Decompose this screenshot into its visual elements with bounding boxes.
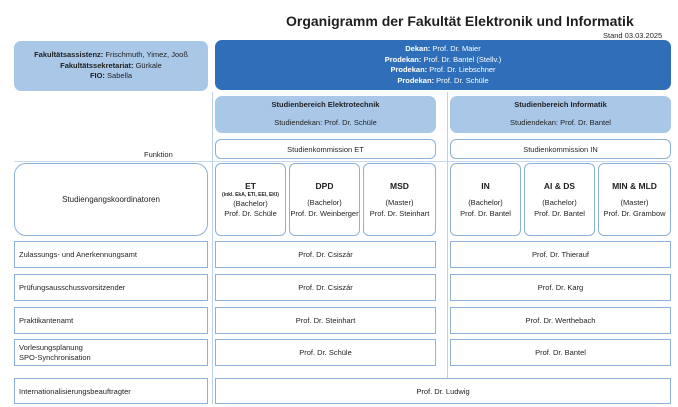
- function-row-in-cell: Prof. Dr. Karg: [450, 274, 671, 301]
- area-in-box: [450, 96, 671, 133]
- coordinators-label: Studiengangskoordinatoren: [62, 195, 160, 204]
- area-in-name: Studienbereich Informatik: [514, 100, 607, 109]
- commission-in-label: Studienkommission IN: [523, 144, 598, 154]
- function-row-in-cell: Prof. Dr. Bantel: [450, 339, 671, 366]
- dean-line: Prodekan: Prof. Dr. Schüle: [397, 75, 489, 85]
- function-row-label: Zulassungs- und Anerkennungsamt: [14, 241, 208, 268]
- staff-box: [14, 41, 208, 91]
- international-value-cell: Prof. Dr. Ludwig: [215, 378, 671, 404]
- program-coordinator: Prof. Dr. Grambow: [603, 208, 666, 218]
- function-row-label: Prüfungsausschussvorsitzender: [14, 274, 208, 301]
- program-degree: (Bachelor): [468, 198, 503, 207]
- program-box-et: [215, 163, 286, 236]
- program-box-dpd: [289, 163, 360, 236]
- function-row-label: Vorlesungsplanung SPO-Synchronisation: [14, 339, 208, 366]
- program-box-msd: [363, 163, 436, 236]
- program-coordinator: Prof. Dr. Bantel: [534, 208, 585, 218]
- page-title: Organigramm der Fakultät Elektronik und Informatik: [286, 13, 634, 29]
- commission-et-label: Studienkommission ET: [287, 144, 364, 154]
- function-row-label: Praktikantenamt: [14, 307, 208, 334]
- program-coordinator: Prof. Dr. Schüle: [224, 209, 277, 218]
- dean-line: Prodekan: Prof. Dr. Bantel (Stellv.): [384, 54, 502, 64]
- divider-in: [447, 92, 448, 404]
- area-et-name: Studienbereich Elektrotechnik: [271, 100, 380, 109]
- program-degree: (Bachelor): [542, 198, 577, 207]
- function-row-in-cell: Prof. Dr. Werthebach: [450, 307, 671, 334]
- dean-box: [215, 40, 671, 90]
- area-in-dean: Studiendekan: Prof. Dr. Bantel: [510, 118, 611, 127]
- program-box-min-mld: [598, 163, 671, 236]
- program-code: MIN & MLD: [612, 181, 657, 191]
- area-et-box: [215, 96, 436, 133]
- program-code: ET: [245, 180, 256, 191]
- staff-line: Fakultätssekretariat: Gürkale: [60, 60, 162, 70]
- dean-line: Prodekan: Prof. Dr. Liebschner: [390, 65, 496, 74]
- program-degree: (Bachelor): [307, 198, 342, 207]
- program-code: IN: [481, 181, 490, 191]
- program-code: AI & DS: [543, 181, 576, 191]
- international-label-cell: Internationalisierungsbeauftragter: [14, 378, 208, 404]
- program-box-in: [450, 163, 521, 236]
- divider-et: [212, 92, 213, 404]
- program-degree: (Master): [385, 198, 414, 207]
- function-row-et-cell: Prof. Dr. Schüle: [215, 339, 436, 366]
- function-row-et-cell: Prof. Dr. Steinhart: [215, 307, 436, 334]
- commission-in-box: [450, 139, 671, 159]
- program-coordinator: Prof. Dr. Weinberger: [290, 208, 359, 218]
- program-box-ai-ds: [524, 163, 595, 236]
- commission-et-box: [215, 139, 436, 159]
- program-degree: (Bachelor): [233, 198, 268, 208]
- date-stamp: Stand 03.03.2025: [603, 31, 663, 40]
- program-coordinator: Prof. Dr. Steinhart: [369, 208, 430, 218]
- staff-line: FIO: Sabella: [89, 71, 133, 81]
- staff-line: Fakultätsassistenz: Frischmuth, Yimez, Jooß: [34, 50, 188, 60]
- function-row-in-cell: Prof. Dr. Thierauf: [450, 241, 671, 268]
- program-degree: (Master): [620, 198, 649, 207]
- function-row-et-cell: Prof. Dr. Csiszár: [215, 241, 436, 268]
- area-et-dean: Studiendekan: Prof. Dr. Schüle: [274, 118, 377, 127]
- funktion-label: Funktion: [144, 150, 173, 159]
- dean-line: Dekan: Prof. Dr. Maier: [405, 44, 481, 53]
- coordinators-box: [14, 163, 208, 236]
- program-code: MSD: [390, 181, 409, 191]
- program-coordinator: Prof. Dr. Bantel: [460, 208, 511, 218]
- program-note: (inkl. EkA, ETI, EEI, EKI): [222, 191, 279, 198]
- function-row-et-cell: Prof. Dr. Csiszár: [215, 274, 436, 301]
- divider-funktion: [14, 161, 672, 162]
- program-code: DPD: [315, 181, 334, 191]
